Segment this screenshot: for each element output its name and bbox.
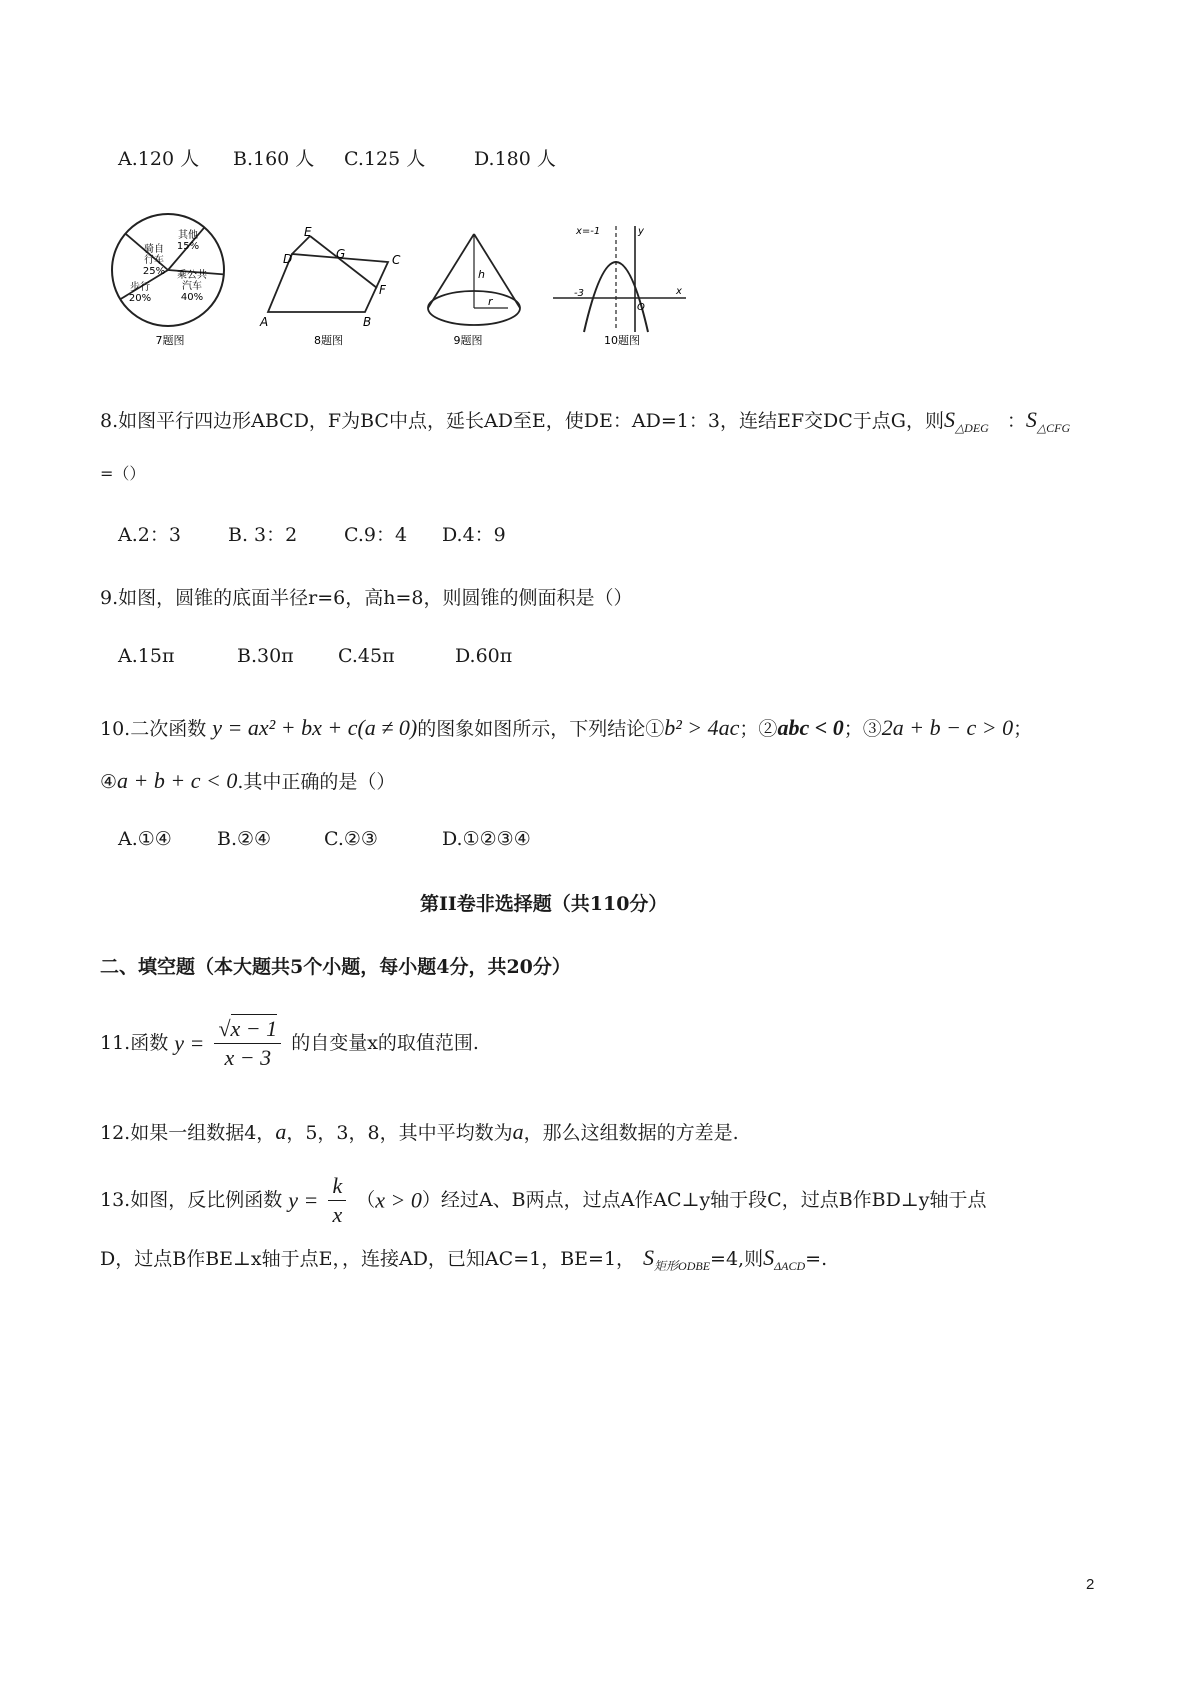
- q10-sep3: ；③: [843, 718, 882, 740]
- page-number: 2: [1086, 1576, 1095, 1593]
- q8-option-a: A.2：3: [118, 524, 181, 546]
- q11-denominator: x − 3: [224, 1045, 272, 1070]
- section-title: 第II卷非选择题（共110分）: [420, 893, 668, 915]
- q11-numerator: √x − 1: [214, 1018, 281, 1044]
- q9-option-d: D.60π: [455, 645, 513, 667]
- q10-prefix: 10.二次函数: [100, 718, 207, 740]
- q13-line1: [100, 1175, 986, 1226]
- parabola-caption: 10题图: [604, 334, 640, 347]
- pie-pct-walk: 20%: [128, 293, 152, 304]
- q12-line: [100, 1118, 739, 1145]
- parallelogram-figure: [268, 236, 388, 312]
- q9-option-c: C.45π: [338, 645, 395, 667]
- q10-line2-prefix: ④: [100, 771, 118, 793]
- pie-label-other: 其他: [178, 230, 198, 241]
- pie-chart: [112, 214, 224, 347]
- q13-s2: S: [763, 1245, 775, 1270]
- q11-line: [100, 1018, 479, 1069]
- q10-function: y = ax² + bx + c(a ≠ 0): [212, 715, 418, 740]
- parabola-figure: [553, 226, 686, 332]
- q13-sub2: ΔACD: [774, 1259, 806, 1273]
- pie-label-walk: 步行: [130, 282, 150, 293]
- q12-tail: ，那么这组数据的方差是.: [523, 1122, 739, 1144]
- q13-denominator: x: [332, 1202, 343, 1227]
- figures-row: [108, 212, 768, 382]
- pie-label-bus-1: 乘公共: [177, 270, 207, 281]
- parabola-origin-label: O: [637, 302, 645, 313]
- q12-a2: a: [512, 1119, 524, 1144]
- q8-colon: ：: [1006, 410, 1026, 432]
- parabola-y-label: y: [638, 226, 644, 237]
- q8-s2: S: [1025, 407, 1037, 432]
- q13-line2-tail: =.: [805, 1248, 828, 1270]
- q10-conclusion-4: a + b + c < 0: [117, 768, 238, 793]
- q8-sub1: △DEG: [954, 421, 989, 435]
- part2-heading: 二、填空题（本大题共5个小题，每小题4分，共20分）: [100, 956, 571, 978]
- label-d: D: [283, 252, 293, 266]
- q13-line2-prefix: D，过点B作BE⊥x轴于点E，，连接AD，已知AC=1，BE=1，: [100, 1248, 636, 1270]
- q13-numerator: k: [328, 1175, 346, 1201]
- q8-body: 8.如图平行四边形ABCD，F为BC中点，延长AD至E，使DE：AD=1：3，连结EF交DC于点G，则: [100, 410, 944, 432]
- q13-cond-close: ）: [421, 1189, 441, 1211]
- cone-r-label: r: [488, 295, 493, 308]
- q11-y: y =: [174, 1030, 205, 1056]
- q8-sub2: △CFG: [1036, 421, 1071, 435]
- parabola-labels: [574, 226, 682, 347]
- q10-conclusion-3: 2a + b − c > 0: [881, 715, 1014, 740]
- q13-prefix: 13.如图，反比例函数: [100, 1189, 283, 1211]
- q10-conclusion-1: b² > 4ac: [664, 715, 740, 740]
- label-b: B: [363, 315, 372, 329]
- q10-option-b: B.②④: [217, 828, 272, 850]
- q10-line2-tail: .其中正确的是（）: [237, 771, 396, 793]
- q10-option-a: A.①④: [118, 828, 172, 850]
- q8-s1: S: [943, 407, 955, 432]
- q7-option-b: B.160 人: [233, 148, 315, 170]
- figures-svg: [108, 212, 768, 382]
- q13-s1: S: [643, 1245, 655, 1270]
- q8-option-d: D.4：9: [442, 524, 506, 546]
- label-g: G: [336, 247, 346, 261]
- parabola-axis-line-label: x=-1: [576, 226, 601, 237]
- label-c: C: [392, 253, 401, 267]
- parabola-x-label: x: [676, 286, 682, 297]
- q12-a1: a: [275, 1119, 287, 1144]
- q13-y: y =: [288, 1187, 319, 1213]
- pie-pct-bike: 25%: [142, 266, 166, 277]
- segment-ef: [310, 236, 377, 288]
- q12-mid: ，5，3，8，其中平均数为: [286, 1122, 513, 1144]
- q13-tail: 经过A、B两点，过点A作AC⊥y轴于段C，过点B作BD⊥y轴于点: [440, 1189, 987, 1211]
- q8-option-b: B. 3：2: [228, 524, 298, 546]
- q10-conclusion-2: abc < 0: [777, 715, 844, 740]
- q9-text: 9.如图，圆锥的底面半径r=6，高h=8，则圆锥的侧面积是（）: [100, 587, 633, 609]
- parallelogram-caption: 8题图: [314, 334, 343, 347]
- q11-tail: 的自变量x的取值范围.: [291, 1032, 479, 1054]
- cone-h-label: h: [478, 268, 485, 281]
- q13-line2-mid: =4,则: [710, 1248, 764, 1270]
- q13-cond-open: （: [356, 1189, 376, 1211]
- pie-pct-bus: 40%: [180, 292, 204, 303]
- q8-tail: =（）: [100, 464, 146, 483]
- label-e: E: [304, 225, 312, 239]
- q7-option-a: A.120 人: [118, 148, 200, 170]
- q7-option-c: C.125 人: [344, 148, 426, 170]
- q10-line2: [100, 767, 395, 794]
- cone-slant-left: [428, 234, 474, 308]
- pie-label-bike-2: 行车: [144, 255, 164, 266]
- label-a: A: [260, 315, 269, 329]
- pie-pct-other: 15%: [176, 241, 200, 252]
- parabola-neg3-label: -3: [574, 288, 584, 299]
- q10-mid: 的图象如图所示，下列结论①: [417, 718, 665, 740]
- q10-option-c: C.②③: [324, 828, 378, 850]
- q13-condition: x > 0: [375, 1187, 422, 1213]
- q7-option-d: D.180 人: [474, 148, 556, 170]
- q11-sqrt-body: x − 1: [230, 1016, 278, 1041]
- parallelogram-labels: [259, 225, 401, 347]
- pie-label-bus-2: 汽车: [182, 281, 202, 292]
- cone-figure: [428, 234, 520, 325]
- q8-text: [100, 406, 1070, 436]
- cone-caption: 9题图: [453, 334, 483, 347]
- q12-prefix: 12.如果一组数据4，: [100, 1122, 276, 1144]
- q9-option-b: B.30π: [237, 645, 294, 667]
- q10-option-d: D.①②③④: [442, 828, 531, 850]
- q10-line1: [100, 714, 1032, 741]
- pie-caption: 7题图: [155, 334, 185, 347]
- q10-sep4: ；: [1013, 718, 1033, 740]
- q13-line2: [100, 1244, 827, 1274]
- q10-sep2: ；②: [739, 718, 778, 740]
- q11-fraction: [214, 1018, 281, 1069]
- q13-sub1: 矩形ODBE: [654, 1259, 711, 1273]
- q11-prefix: 11.函数: [100, 1032, 169, 1054]
- q8-option-c: C.9：4: [344, 524, 408, 546]
- label-f: F: [379, 283, 386, 297]
- pie-label-bike-1: 骑自: [144, 244, 164, 255]
- q9-option-a: A.15π: [118, 645, 175, 667]
- q13-fraction: [328, 1175, 346, 1226]
